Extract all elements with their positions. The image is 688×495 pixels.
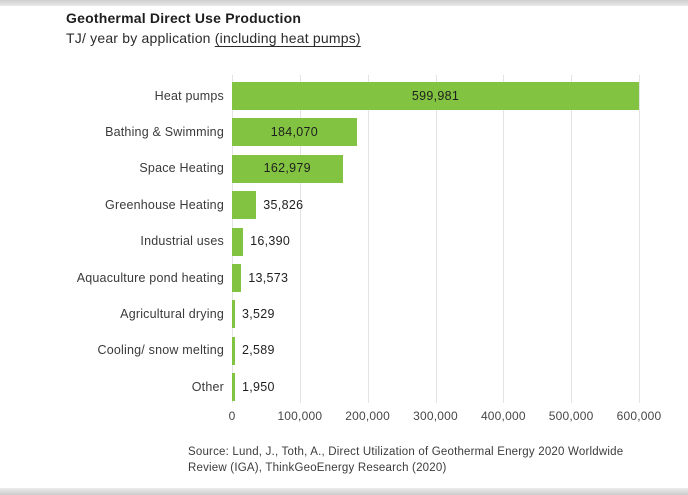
bar-chart	[0, 75, 688, 435]
category-label: Agricultural drying	[120, 306, 224, 321]
category-label: Aquaculture pond heating	[76, 270, 224, 285]
value-label: 184,070	[270, 124, 319, 139]
category-label: Space Heating	[139, 161, 224, 176]
category-label: Industrial uses	[140, 234, 224, 249]
value-label: 13,573	[248, 270, 289, 285]
chart-subtitle	[66, 30, 361, 46]
gridline	[639, 75, 640, 403]
value-label: 599,981	[411, 88, 460, 103]
x-tick-label: 200,000	[345, 409, 391, 423]
gridline	[503, 75, 504, 403]
x-tick-label: 500,000	[548, 409, 594, 423]
top-edge-border	[0, 0, 688, 6]
chart-subtitle-underlined: (including heat pumps)	[214, 30, 361, 46]
x-tick-label: 0	[228, 409, 236, 423]
value-label: 16,390	[250, 234, 291, 249]
bottom-edge-border	[0, 488, 688, 495]
source-line-2: Review (IGA), ThinkGeoEnergy Research (2020)	[188, 462, 447, 474]
chart-title: Geothermal Direct Use Production	[66, 10, 302, 26]
value-label: 3,529	[242, 306, 275, 321]
category-label: Heat pumps	[154, 88, 224, 103]
x-tick-label: 600,000	[616, 409, 662, 423]
gridline	[571, 75, 572, 403]
source-line-1: Source: Lund, J., Toth, A., Direct Utilization of Geothermal Energy 2020 Worldwide	[188, 446, 624, 458]
x-tick-label: 300,000	[413, 409, 458, 423]
bar	[232, 300, 235, 328]
x-tick-label: 400,000	[480, 409, 526, 423]
value-label: 2,589	[242, 343, 275, 358]
x-tick-label: 100,000	[277, 409, 323, 423]
bar	[232, 264, 241, 292]
chart-subtitle-prefix: TJ/ year by application	[66, 30, 215, 46]
gridline	[436, 75, 437, 403]
source-citation	[188, 444, 623, 476]
bar	[232, 228, 243, 256]
gridline	[368, 75, 369, 403]
value-label: 35,826	[263, 197, 304, 212]
bar	[232, 191, 256, 219]
bar	[232, 373, 235, 401]
category-label: Other	[191, 379, 224, 394]
bar	[232, 337, 235, 365]
category-label: Greenhouse Heating	[105, 197, 224, 212]
category-label: Cooling/ snow melting	[97, 343, 224, 358]
category-label: Bathing & Swimming	[105, 124, 224, 139]
value-label: 162,979	[263, 161, 311, 176]
value-label: 1,950	[242, 379, 275, 394]
